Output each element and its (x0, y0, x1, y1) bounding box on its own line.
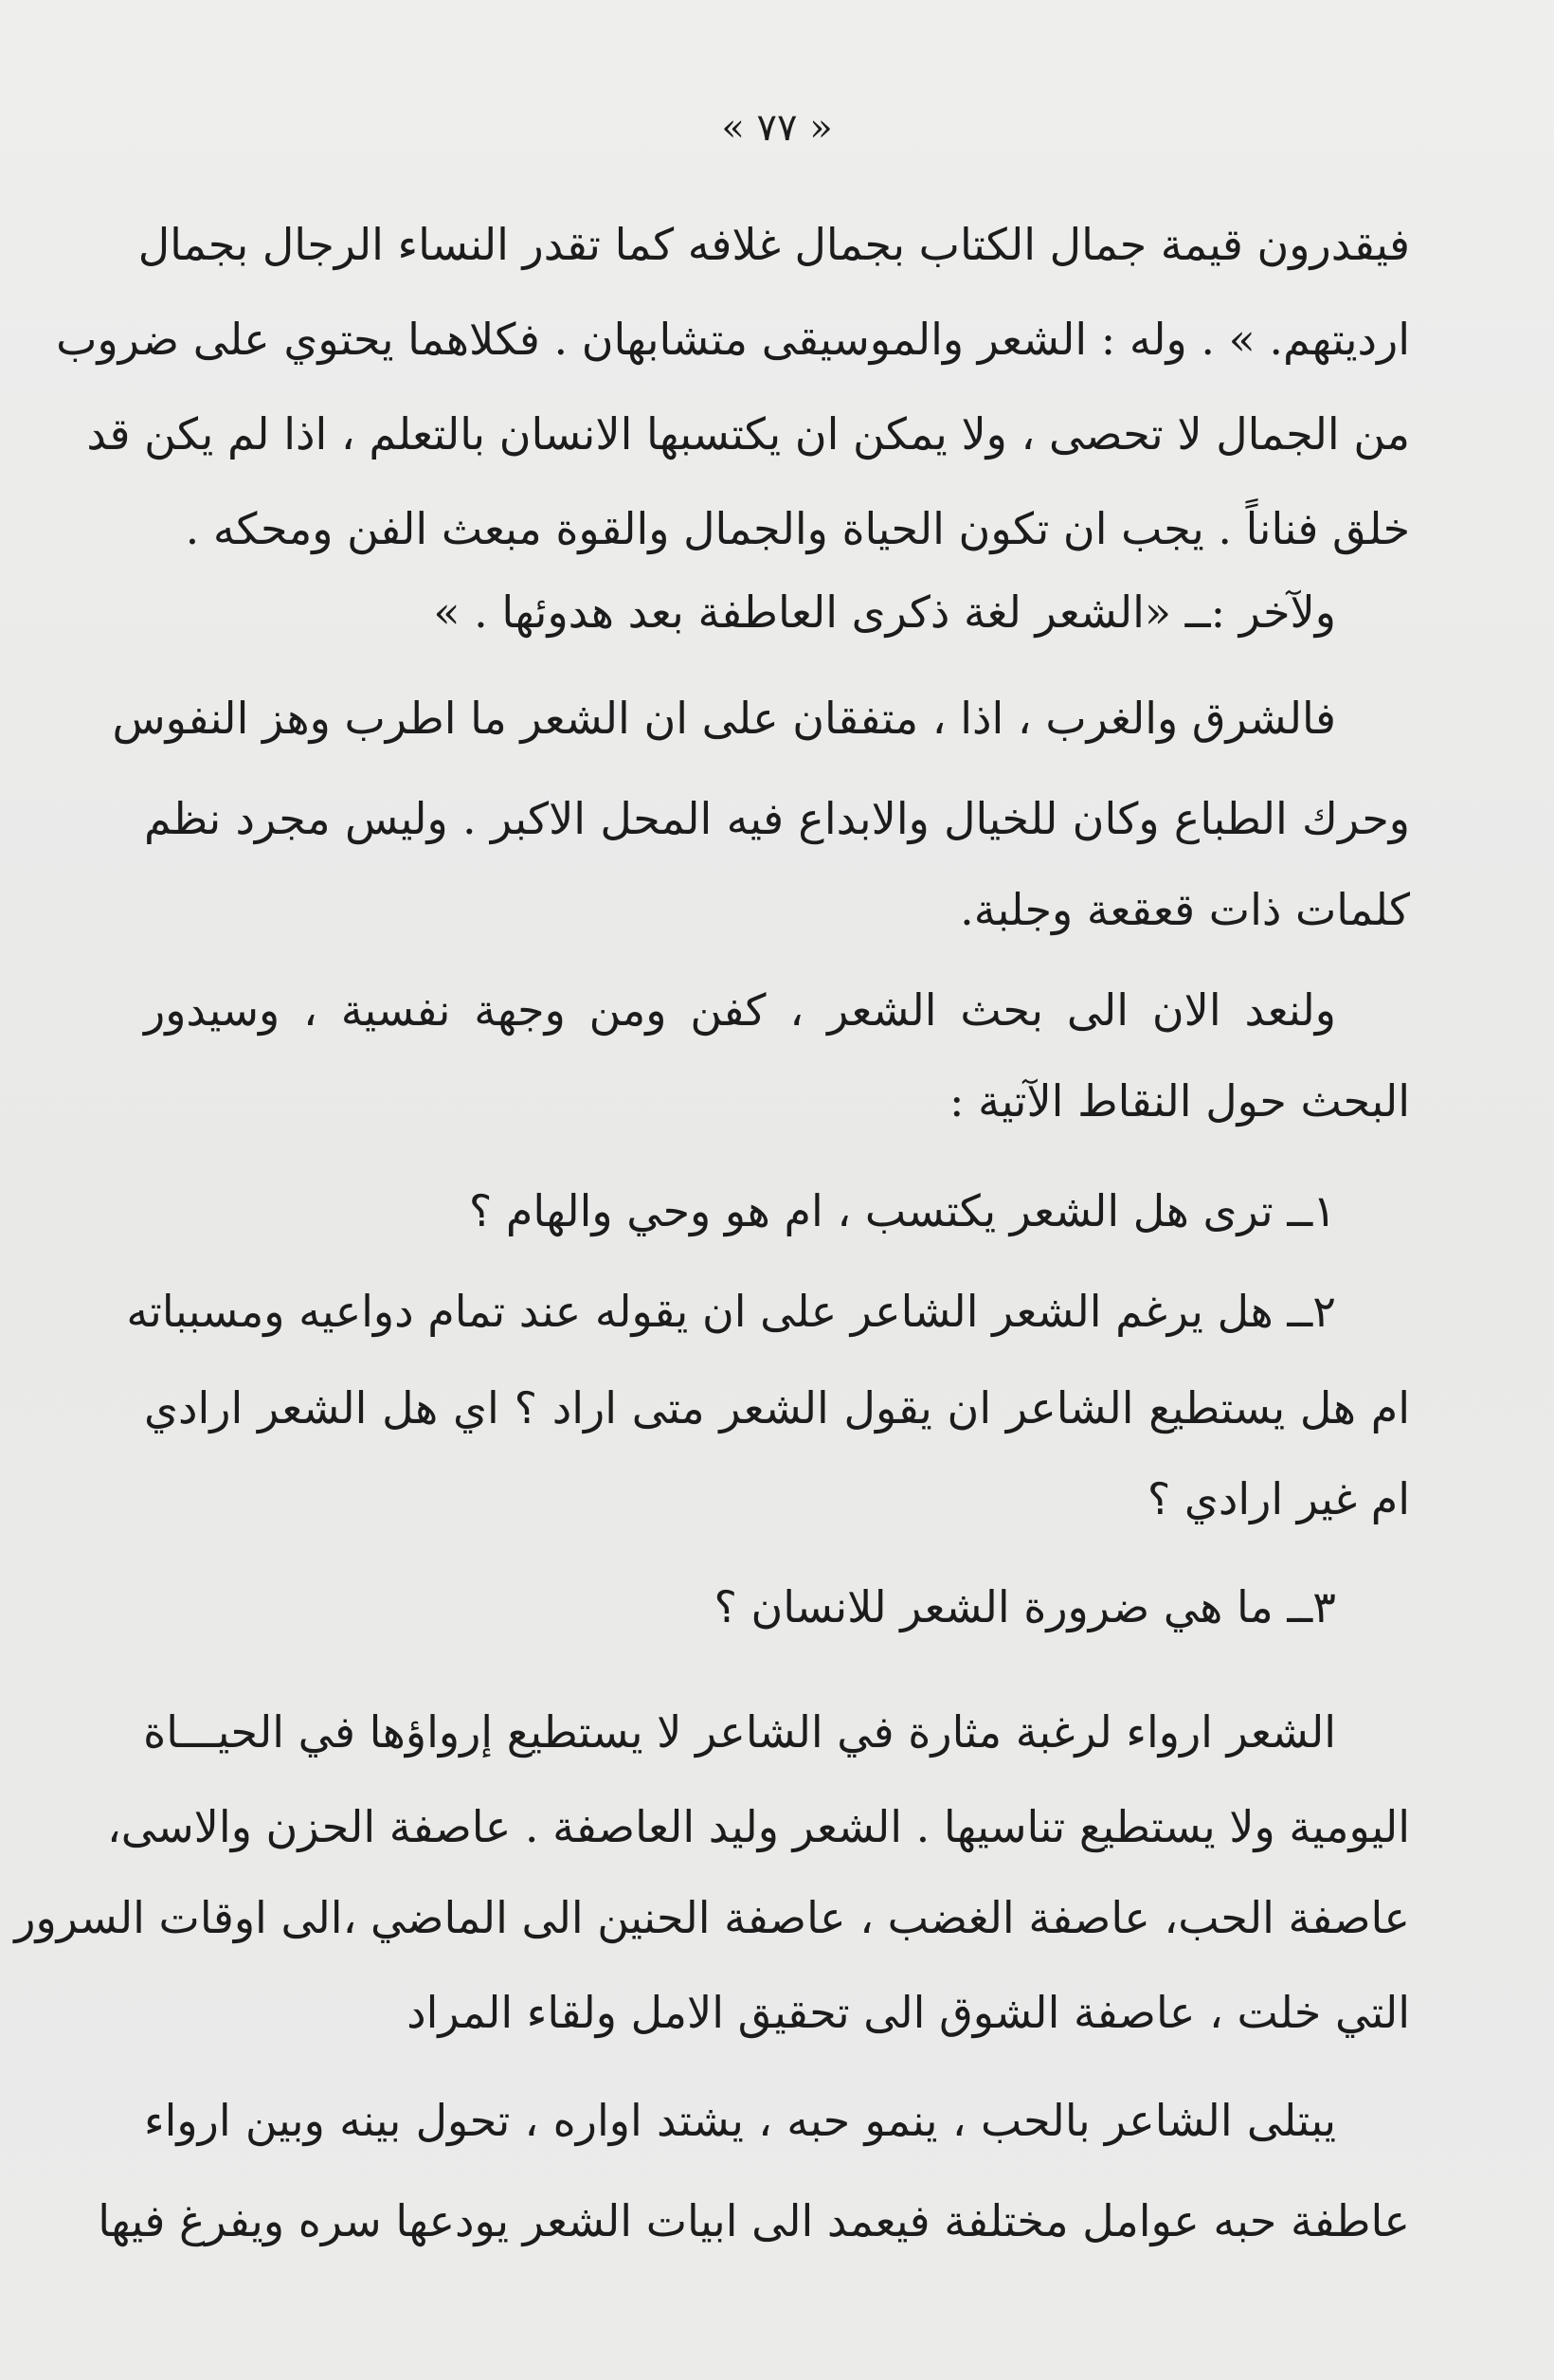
text-line: ام هل يستطيع الشاعر ان يقول الشعر متى اراد ؟ اي هل الشعر ارادي (144, 1382, 1410, 1433)
text-line: ارديتهم. » . وله : الشعر والموسيقى متشابهان . فكلاهما يحتوي على ضروب (56, 314, 1410, 365)
text-line: خلق فناناً . يجب ان تكون الحياة والجمال والقوة مبعث الفن ومحكه . (185, 503, 1410, 554)
text-line: ٣ــ ما هي ضرورة الشعر للانسان ؟ (714, 1581, 1336, 1632)
text-line: ولنعد الان الى بحث الشعر ، كفن ومن وجهة نفسية ، وسيدور (144, 984, 1336, 1036)
text-line: كلمات ذات قعقعة وجلبة. (960, 884, 1410, 935)
text-line: الشعر ارواء لرغبة مثارة في الشاعر لا يستطيع إرواؤها في الحيـــاة (143, 1706, 1336, 1758)
text-line: عاطفة حبه عوامل مختلفة فيعمد الى ابيات الشعر يودعها سره ويفرغ فيها (98, 2195, 1410, 2246)
text-line: التي خلت ، عاصفة الشوق الى تحقيق الامل ولقاء المراد (407, 1987, 1410, 2038)
text-line: ٢ــ هل يرغم الشعر الشاعر على ان يقوله عند تمام دواعيه ومسبباته (126, 1286, 1336, 1337)
text-line: يبتلى الشاعر بالحب ، ينمو حبه ، يشتد اواره ، تحول بينه وبين ارواء (144, 2095, 1337, 2146)
text-line: عاصفة الحب، عاصفة الغضب ، عاصفة الحنين الى الماضي ،الى اوقات السرور (14, 1892, 1410, 1943)
text-line: البحث حول النقاط الآتية : (949, 1075, 1410, 1127)
text-line: فيقدرون قيمة جمال الكتاب بجمال غلافه كما تقدر النساء الرجال بجمال (137, 219, 1410, 270)
page-number: « ٧٧ » (721, 106, 833, 150)
text-line: فالشرق والغرب ، اذا ، متفقان على ان الشعر ما اطرب وهز النفوس (112, 693, 1336, 744)
text-line: اليومية ولا يستطيع تناسيها . الشعر وليد العاصفة . عاصفة الحزن والاسى، (106, 1801, 1410, 1852)
text-line: ١ــ ترى هل الشعر يكتسب ، ام هو وحي والهام ؟ (468, 1185, 1336, 1236)
text-line: وحرك الطباع وكان للخيال والابداع فيه المحل الاكبر . وليس مجرد نظم (144, 793, 1410, 844)
text-line: ولآخر :ــ «الشعر لغة ذكرى العاطفة بعد هدوئها . » (433, 586, 1336, 638)
text-line: من الجمال لا تحصى ، ولا يمكن ان يكتسبها الانسان بالتعلم ، اذا لم يكن قد (86, 408, 1410, 460)
text-line: ام غير ارادي ؟ (1147, 1473, 1410, 1524)
